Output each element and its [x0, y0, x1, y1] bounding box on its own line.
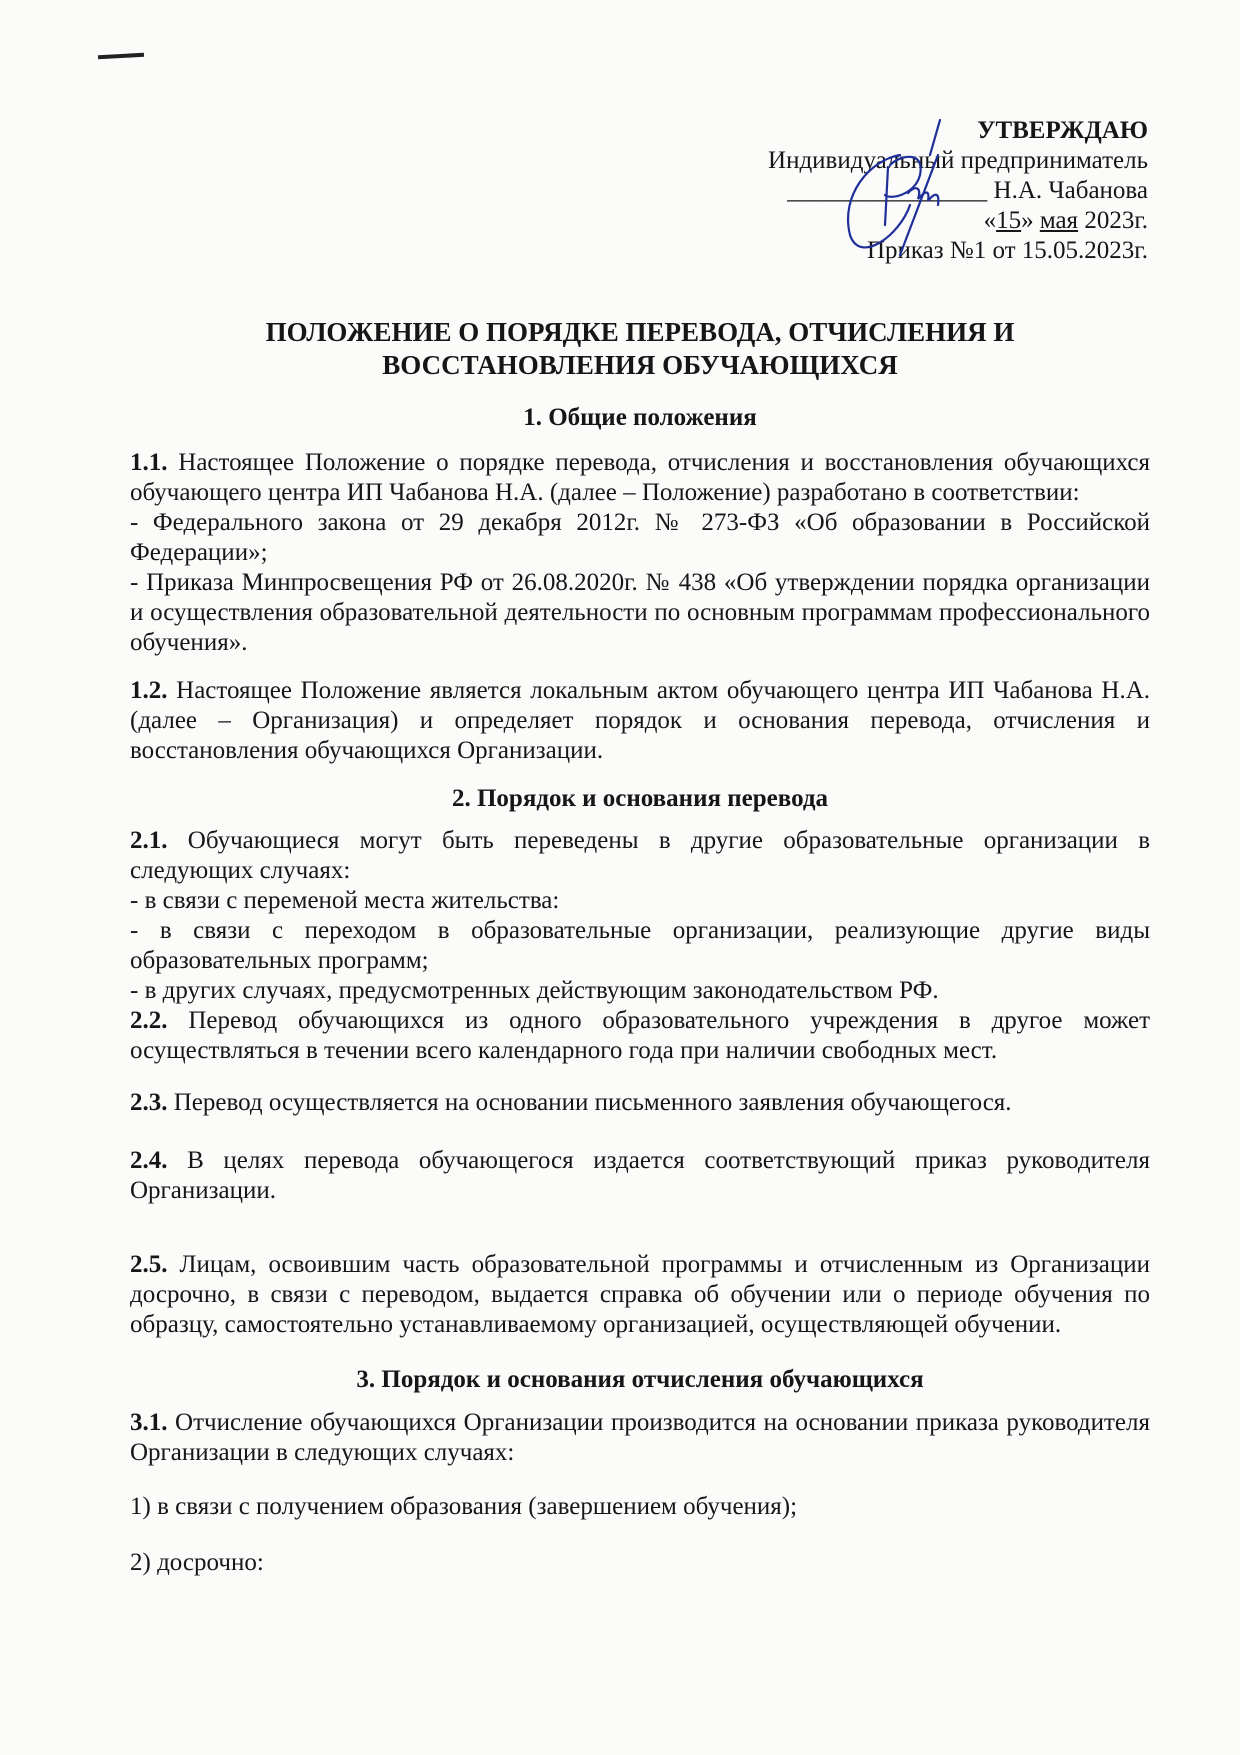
paragraph-2-5: 2.5. Лицам, освоившим часть образовательной программы и отчисленным из Организации досрочно, в связи с переводом, выдается справка об обучении или о периоде обучения по образцу, самостоятельно устанавливаемому организацией, осуществляющей обучении.: [130, 1251, 1150, 1338]
approval-position: Индивидуальный предприниматель: [768, 147, 1148, 174]
paragraph-2-2: 2.2. Перевод обучающихся из одного образовательного учреждения в другое может осуществляться в течении всего календарного года при наличии свободных мест.: [130, 1007, 1150, 1064]
section-2-heading: 2. Порядок и основания перевода: [451, 785, 829, 812]
document-title: ПОЛОЖЕНИЕ О ПОРЯДКЕ ПЕРЕВОДА, ОТЧИСЛЕНИЯ И ВОССТАНОВЛЕНИЯ ОБУЧАЮЩИХСЯ: [265, 317, 1015, 380]
paragraph-1-2: 1.2. Настоящее Положение является локальным актом обучающего центра ИП Чабанова Н.А. (далее – Организация) и определяет порядок и основания перевода, отчисления и восстановления обучающихся Организации.: [130, 677, 1150, 764]
section-3-heading: 3. Порядок и основания отчисления обучающихся: [356, 1366, 924, 1393]
list-item-3-1-2: 2) досрочно:: [130, 1549, 264, 1576]
section-1-heading: 1. Общие положения: [523, 404, 757, 431]
paragraph-3-1: 3.1. Отчисление обучающихся Организации производится на основании приказа руководителя Организации в следующих случаях:: [130, 1409, 1150, 1466]
approval-date: «15» мая 2023г.: [983, 207, 1148, 234]
paragraph-2-4: 2.4. В целях перевода обучающегося издается соответствующий приказ руководителя Организации.: [130, 1147, 1150, 1204]
paragraph-1-1: 1.1. Настоящее Положение о порядке перевода, отчисления и восстановления обучающихся обучающего центра ИП Чабанова Н.А. (далее – Положение) разработано в соответствии: - Федерального закона от 29 декабря 2012г. № 273-ФЗ «Об образовании в Российской Федерации»; - Приказа Минпросвещения РФ от 26.08.2020г. № 438 «Об утверждении порядка организации и осуществления образовательной деятельности по основным программам профессионального обучения».: [130, 449, 1150, 656]
approval-heading: УТВЕРЖДАЮ: [977, 117, 1148, 144]
paragraph-2-1: 2.1. Обучающиеся могут быть переведены в другие образовательные организации в следующих случаях: - в связи с переменой места жительства: - в связи с переходом в образовательные организации, реализующие другие виды образовательных программ; - в других случаях, предусмотренных действующим законодательством РФ.: [130, 827, 1151, 1004]
signature-icon: [830, 115, 980, 265]
scan-mark: [98, 53, 144, 59]
list-item-3-1-1: 1) в связи с получением образования (завершением обучения);: [130, 1493, 798, 1520]
approval-signature-line: ________________ Н.А. Чабанова: [787, 177, 1148, 204]
paragraph-2-3: 2.3. Перевод осуществляется на основании письменного заявления обучающегося.: [130, 1089, 1012, 1116]
approval-order: Приказ №1 от 15.05.2023г.: [866, 237, 1148, 264]
